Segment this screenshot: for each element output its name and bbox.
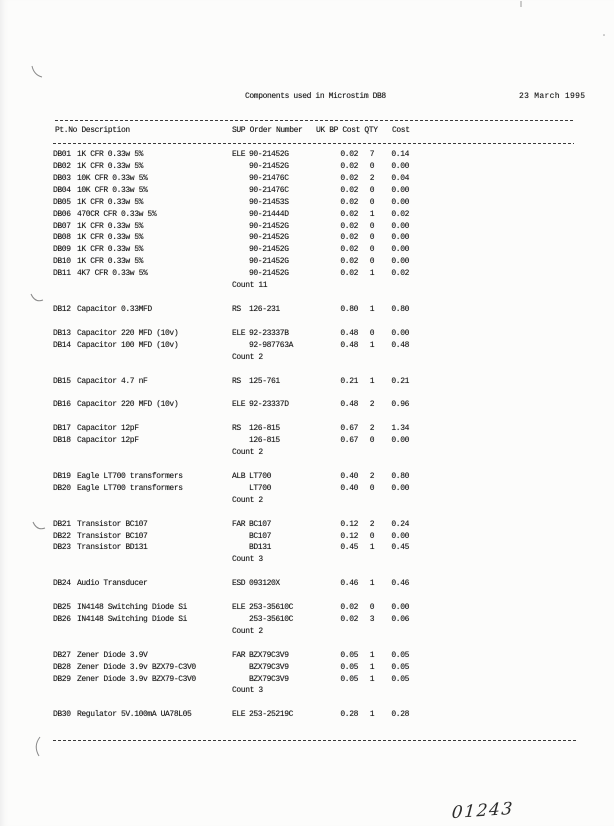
quantity: 2 xyxy=(369,400,375,410)
part-number: DB25 xyxy=(53,603,71,613)
component-row xyxy=(0,173,614,185)
components-table xyxy=(0,149,614,733)
component-row xyxy=(0,602,614,614)
line-cost: 0.80 xyxy=(391,304,409,314)
part-number: DB30 xyxy=(53,710,71,720)
component-group xyxy=(0,650,614,698)
line-cost: 0.00 xyxy=(391,603,409,613)
line-cost: 0.45 xyxy=(391,543,409,553)
line-cost: 0.80 xyxy=(391,471,409,481)
quantity: 2 xyxy=(369,424,375,434)
description: 1K CFR 0.33w 5% xyxy=(77,221,144,231)
supplier-code: RS xyxy=(232,304,241,314)
unit-cost: 0.05 xyxy=(340,662,358,672)
component-row xyxy=(0,709,614,721)
quantity: 1 xyxy=(369,579,375,589)
unit-cost: 0.67 xyxy=(340,424,358,434)
order-number: 126-815 xyxy=(249,436,280,446)
part-number: DB12 xyxy=(53,304,71,314)
description: IN4148 Switching Diode Si xyxy=(77,603,188,613)
line-cost: 0.00 xyxy=(391,257,409,267)
quantity: 0 xyxy=(369,245,375,255)
part-number: DB14 xyxy=(53,340,71,350)
component-row xyxy=(0,232,614,244)
order-number: 90-21452G xyxy=(249,257,289,267)
description: Eagle LT700 transformers xyxy=(77,471,183,481)
quantity: 0 xyxy=(369,436,375,446)
description: 1K CFR 0.33w 5% xyxy=(77,233,144,243)
order-number: LT700 xyxy=(249,483,272,493)
dashed-rule-bottom xyxy=(53,740,576,741)
line-cost: 0.05 xyxy=(391,674,409,684)
order-number: BC107 xyxy=(249,531,272,541)
unit-cost: 0.67 xyxy=(340,436,358,446)
quantity: 1 xyxy=(369,209,375,219)
line-cost: 0.28 xyxy=(391,710,409,720)
order-number: BZX79C3V9 xyxy=(249,674,289,684)
supplier-code: ELE xyxy=(232,328,246,338)
component-row xyxy=(0,578,614,590)
description: 1K CFR 0.33w 5% xyxy=(77,197,144,207)
unit-cost: 0.02 xyxy=(340,614,358,624)
unit-cost: 0.48 xyxy=(340,340,358,350)
description: 1K CFR 0.33w 5% xyxy=(77,245,144,255)
dashed-rule-top xyxy=(55,120,574,121)
part-number: DB27 xyxy=(53,650,71,660)
line-cost: 0.02 xyxy=(391,209,409,219)
dashed-rule-header xyxy=(53,143,574,144)
unit-cost: 0.80 xyxy=(340,304,358,314)
order-number: 126-815 xyxy=(249,424,280,434)
description: Transistor BC107 xyxy=(77,519,148,529)
component-row xyxy=(0,423,614,435)
description: 1K CFR 0.33w 5% xyxy=(77,161,144,171)
group-count: Count 2 xyxy=(232,352,263,362)
description: Transistor BC107 xyxy=(77,531,148,541)
order-number: 92-23337D xyxy=(249,400,289,410)
part-number: DB15 xyxy=(53,376,71,386)
description: Capacitor 220 MFD (10v) xyxy=(77,400,179,410)
line-cost: 0.46 xyxy=(391,579,409,589)
unit-cost: 0.02 xyxy=(340,233,358,243)
part-number: DB10 xyxy=(53,257,71,267)
quantity: 0 xyxy=(369,328,375,338)
order-number: 90-21453S xyxy=(249,197,289,207)
description: Regulator 5V.100mA UA78L05 xyxy=(77,710,192,720)
unit-cost: 0.02 xyxy=(340,245,358,255)
handwritten-reference-number: 01243 xyxy=(451,798,515,824)
count-row xyxy=(0,352,614,364)
component-group xyxy=(0,149,614,292)
line-cost: 0.00 xyxy=(391,436,409,446)
component-row xyxy=(0,471,614,483)
supplier-code: RS xyxy=(232,424,241,434)
component-row xyxy=(0,328,614,340)
unit-cost: 0.40 xyxy=(340,471,358,481)
part-number: DB24 xyxy=(53,579,71,589)
description: 1K CFR 0.33w 5% xyxy=(77,150,144,159)
quantity: 1 xyxy=(369,650,375,660)
unit-cost: 0.02 xyxy=(340,197,358,207)
scan-speck xyxy=(603,34,605,36)
order-number: 126-231 xyxy=(249,304,280,314)
order-number: 90-21452G xyxy=(249,221,289,231)
order-number: 253-35610C xyxy=(249,603,294,613)
line-cost: 0.05 xyxy=(391,650,409,660)
unit-cost: 0.02 xyxy=(340,269,358,279)
component-row xyxy=(0,483,614,495)
order-number: 90-21452G xyxy=(249,245,289,255)
order-number: BZX79C3V9 xyxy=(249,650,289,660)
quantity: 0 xyxy=(369,603,375,613)
part-number: DB11 xyxy=(53,269,71,279)
document-title: Components used in Microstim DB8 xyxy=(245,92,386,101)
component-row xyxy=(0,376,614,388)
order-number: BD131 xyxy=(249,543,272,553)
group-count: Count 11 xyxy=(232,281,268,291)
group-count: Count 2 xyxy=(232,626,263,636)
component-row xyxy=(0,519,614,531)
quantity: 0 xyxy=(369,483,375,493)
description: 10K CFR 0.33w 5% xyxy=(77,185,148,195)
part-number: DB26 xyxy=(53,614,71,624)
quantity: 1 xyxy=(369,269,375,279)
line-cost: 0.00 xyxy=(391,185,409,195)
component-row xyxy=(0,399,614,411)
quantity: 1 xyxy=(369,304,375,314)
unit-cost: 0.12 xyxy=(340,519,358,529)
part-number: DB20 xyxy=(53,483,71,493)
unit-cost: 0.46 xyxy=(340,579,358,589)
count-row xyxy=(0,685,614,697)
supplier-code: ALB xyxy=(232,471,246,481)
quantity: 1 xyxy=(369,662,375,672)
order-number: 253-25219C xyxy=(249,710,294,720)
component-row xyxy=(0,256,614,268)
quantity: 2 xyxy=(369,173,375,183)
unit-cost: 0.02 xyxy=(340,221,358,231)
document-date: 23 March 1995 xyxy=(519,92,586,101)
description: Capacitor 220 MFD (10v) xyxy=(77,328,179,338)
component-row xyxy=(0,542,614,554)
part-number: DB09 xyxy=(53,245,71,255)
component-row xyxy=(0,209,614,221)
description: Capacitor 4.7 nF xyxy=(77,376,148,386)
component-group xyxy=(0,471,614,507)
unit-cost: 0.02 xyxy=(340,603,358,613)
quantity: 7 xyxy=(369,150,375,159)
unit-cost: 0.02 xyxy=(340,173,358,183)
component-row xyxy=(0,268,614,280)
component-group xyxy=(0,328,614,364)
component-row xyxy=(0,149,614,161)
part-number: DB21 xyxy=(53,519,71,529)
line-cost: 0.06 xyxy=(391,614,409,624)
quantity: 1 xyxy=(369,674,375,684)
part-number: DB08 xyxy=(53,233,71,243)
count-row xyxy=(0,447,614,459)
part-number: DB03 xyxy=(53,173,71,183)
component-row xyxy=(0,221,614,233)
line-cost: 0.24 xyxy=(391,519,409,529)
unit-cost: 0.21 xyxy=(340,376,358,386)
quantity: 0 xyxy=(369,221,375,231)
line-cost: 0.00 xyxy=(391,483,409,493)
supplier-code: ELE xyxy=(232,150,246,159)
order-number: 90-21476C xyxy=(249,173,289,183)
group-count: Count 3 xyxy=(232,686,263,696)
group-count: Count 3 xyxy=(232,555,263,565)
supplier-code: ELE xyxy=(232,710,246,720)
line-cost: 0.48 xyxy=(391,340,409,350)
order-number: 90-21452G xyxy=(249,233,289,243)
group-count: Count 2 xyxy=(232,495,263,505)
column-header-part-description: Pt.No Description xyxy=(55,126,130,135)
order-number: 90-21444D xyxy=(249,209,289,219)
description: IN4148 Switching Diode Si xyxy=(77,614,188,624)
line-cost: 0.96 xyxy=(391,400,409,410)
unit-cost: 0.02 xyxy=(340,257,358,267)
unit-cost: 0.48 xyxy=(340,400,358,410)
order-number: 90-21452G xyxy=(249,150,289,159)
unit-cost: 0.02 xyxy=(340,185,358,195)
quantity: 1 xyxy=(369,340,375,350)
supplier-code: ELE xyxy=(232,603,246,613)
component-row xyxy=(0,674,614,686)
line-cost: 0.00 xyxy=(391,531,409,541)
supplier-code: FAR xyxy=(232,519,246,529)
line-cost: 0.05 xyxy=(391,662,409,672)
order-number: 125-761 xyxy=(249,376,280,386)
part-number: DB04 xyxy=(53,185,71,195)
quantity: 0 xyxy=(369,531,375,541)
supplier-code: FAR xyxy=(232,650,246,660)
part-number: DB05 xyxy=(53,197,71,207)
count-row xyxy=(0,495,614,507)
component-group xyxy=(0,602,614,638)
description: Capacitor 12pF xyxy=(77,436,139,446)
component-row xyxy=(0,614,614,626)
count-row xyxy=(0,554,614,566)
quantity: 0 xyxy=(369,161,375,171)
description: Capacitor 100 MFD (10v) xyxy=(77,340,179,350)
part-number: DB16 xyxy=(53,400,71,410)
part-number: DB19 xyxy=(53,471,71,481)
part-number: DB22 xyxy=(53,531,71,541)
component-group xyxy=(0,376,614,388)
unit-cost: 0.28 xyxy=(340,710,358,720)
quantity: 2 xyxy=(369,519,375,529)
line-cost: 0.14 xyxy=(391,150,409,159)
description: 10K CFR 0.33w 5% xyxy=(77,173,148,183)
order-number: BC107 xyxy=(249,519,272,529)
component-group xyxy=(0,399,614,411)
unit-cost: 0.05 xyxy=(340,650,358,660)
component-group xyxy=(0,519,614,567)
description: Capacitor 0.33MFD xyxy=(77,304,152,314)
component-group xyxy=(0,423,614,459)
supplier-code: RS xyxy=(232,376,241,386)
quantity: 1 xyxy=(369,376,375,386)
order-number: BZX79C3V9 xyxy=(249,662,289,672)
supplier-code: ESD xyxy=(232,579,246,589)
unit-cost: 0.02 xyxy=(340,209,358,219)
component-group xyxy=(0,709,614,721)
unit-cost: 0.05 xyxy=(340,674,358,684)
quantity: 1 xyxy=(369,710,375,720)
line-cost: 0.00 xyxy=(391,233,409,243)
order-number: 093120X xyxy=(249,579,280,589)
part-number: DB29 xyxy=(53,674,71,684)
punch-hole-mark xyxy=(32,66,42,77)
part-number: DB17 xyxy=(53,424,71,434)
description: Eagle LT700 transformers xyxy=(77,483,183,493)
description: Zener Diode 3.9v BZX79-C3V0 xyxy=(77,662,196,672)
component-row xyxy=(0,244,614,256)
unit-cost: 0.45 xyxy=(340,543,358,553)
quantity: 0 xyxy=(369,233,375,243)
component-row xyxy=(0,161,614,173)
part-number: DB01 xyxy=(53,150,71,159)
unit-cost: 0.48 xyxy=(340,328,358,338)
component-row xyxy=(0,340,614,352)
part-number: DB23 xyxy=(53,543,71,553)
description: 470CR CFR 0.33w 5% xyxy=(77,209,157,219)
count-row xyxy=(0,626,614,638)
description: Zener Diode 3.9V xyxy=(77,650,148,660)
description: Capacitor 12pF xyxy=(77,424,139,434)
description: Zener Diode 3.9v BZX79-C3V0 xyxy=(77,674,196,684)
column-header-supplier-order: SUP Order Number xyxy=(232,126,303,135)
component-row xyxy=(0,650,614,662)
line-cost: 0.00 xyxy=(391,197,409,207)
component-row xyxy=(0,197,614,209)
quantity: 3 xyxy=(369,614,375,624)
component-row xyxy=(0,435,614,447)
quantity: 0 xyxy=(369,185,375,195)
order-number: 90-21452G xyxy=(249,161,289,171)
part-number: DB06 xyxy=(53,209,71,219)
count-row xyxy=(0,280,614,292)
order-number: LT700 xyxy=(249,471,272,481)
component-group xyxy=(0,304,614,316)
line-cost: 0.02 xyxy=(391,269,409,279)
order-number: 92-23337B xyxy=(249,328,289,338)
quantity: 0 xyxy=(369,197,375,207)
description: Transistor BD131 xyxy=(77,543,148,553)
order-number: 90-21476C xyxy=(249,185,289,195)
unit-cost: 0.12 xyxy=(340,531,358,541)
description: 4K7 CFR 0.33w 5% xyxy=(77,269,148,279)
quantity: 2 xyxy=(369,471,375,481)
part-number: DB07 xyxy=(53,221,71,231)
quantity: 1 xyxy=(369,543,375,553)
unit-cost: 0.40 xyxy=(340,483,358,493)
line-cost: 0.00 xyxy=(391,245,409,255)
part-number: DB28 xyxy=(53,662,71,672)
unit-cost: 0.02 xyxy=(340,161,358,171)
supplier-code: ELE xyxy=(232,400,246,410)
component-group xyxy=(0,578,614,590)
group-count: Count 2 xyxy=(232,448,263,458)
line-cost: 1.34 xyxy=(391,424,409,434)
part-number: DB18 xyxy=(53,436,71,446)
line-cost: 0.00 xyxy=(391,221,409,231)
component-row xyxy=(0,662,614,674)
description: Audio Transducer xyxy=(77,579,148,589)
line-cost: 0.00 xyxy=(391,161,409,171)
component-row xyxy=(0,304,614,316)
component-row xyxy=(0,185,614,197)
quantity: 0 xyxy=(369,257,375,267)
component-row xyxy=(0,531,614,543)
part-number: DB13 xyxy=(53,328,71,338)
punch-hole-mark xyxy=(36,737,40,756)
description: 1K CFR 0.33w 5% xyxy=(77,257,144,267)
column-header-cost: Cost xyxy=(392,126,410,135)
line-cost: 0.00 xyxy=(391,328,409,338)
column-header-unit-cost-qty: UK BP Cost QTY xyxy=(316,126,378,135)
unit-cost: 0.02 xyxy=(340,150,358,159)
line-cost: 0.04 xyxy=(391,173,409,183)
order-number: 90-21452G xyxy=(249,269,289,279)
line-cost: 0.21 xyxy=(391,376,409,386)
order-number: 253-35610C xyxy=(249,614,294,624)
part-number: DB02 xyxy=(53,161,71,171)
order-number: 92-987763A xyxy=(249,340,294,350)
